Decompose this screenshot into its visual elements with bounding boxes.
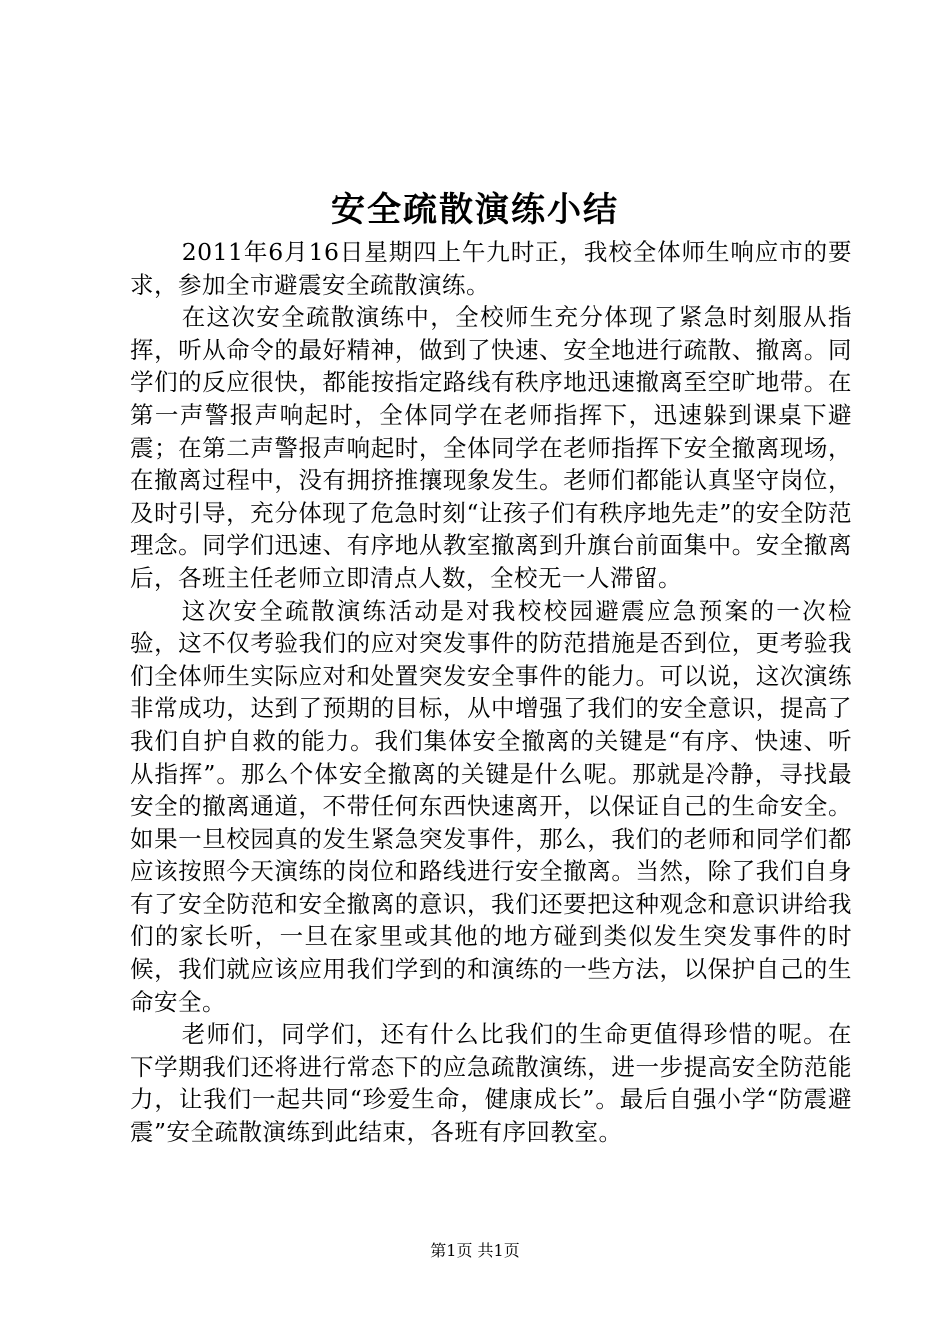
paragraph-4: 老师们，同学们，还有什么比我们的生命更值得珍惜的呢。在下学期我们还将进行常态下的应急疏散演练，进一步提高安全防范能力，让我们一起共同“珍爱生命，健康成长”。最后自强小学“防震避震”安全疏散演练到此结束，各班有序回教室。 xyxy=(130,1020,852,1147)
document-title: 安全疏散演练小结 xyxy=(331,190,619,230)
page-footer: 第1页 共1页 xyxy=(430,1241,520,1260)
document-body xyxy=(130,236,852,1149)
paragraph-2: 在这次安全疏散演练中，全校师生充分体现了紧急时刻服从指挥，听从命令的最好精神，做到了快速、安全地进行疏散、撤离。同学们的反应很快，都能按指定路线有秩序地迅速撤离至空旷地带。在第一声警报声响起时，全体同学在老师指挥下，迅速躲到课桌下避震；在第二声警报声响起时，全体同学在老师指挥下安全撤离现场，在撤离过程中，没有拥挤推攘现象发生。老师们都能认真坚守岗位，及时引导，充分体现了危急时刻“让孩子们有秩序地先走”的安全防范理念。同学们迅速、有序地从教室撤离到升旗台前面集中。安全撤离后，各班主任老师立即清点人数，全校无一人滞留。 xyxy=(130,303,852,592)
paragraph-1: 2011年6月16日星期四上午九时正，我校全体师生响应市的要求，参加全市避震安全疏散演练。 xyxy=(130,238,852,299)
paragraph-3: 这次安全疏散演练活动是对我校校园避震应急预案的一次检验，这不仅考验我们的应对突发事件的防范措施是否到位，更考验我们全体师生实际应对和处置突发安全事件的能力。可以说，这次演练非常成功，达到了预期的目标，从中增强了我们的安全意识，提高了我们自护自救的能力。我们集体安全撤离的关键是“有序、快速、听从指挥”。那么个体安全撤离的关键是什么呢。那就是冷静，寻找最安全的撤离通道，不带任何东西快速离开，以保证自己的生命安全。如果一旦校园真的发生紧急突发事件，那么，我们的老师和同学们都应该按照今天演练的岗位和路线进行安全撤离。当然，除了我们自身有了安全防范和安全撤离的意识，我们还要把这种观念和意识讲给我们的家长听，一旦在家里或其他的地方碰到类似发生突发事件的时候，我们就应该应用我们学到的和演练的一些方法，以保护自己的生命安全。 xyxy=(130,596,852,1016)
